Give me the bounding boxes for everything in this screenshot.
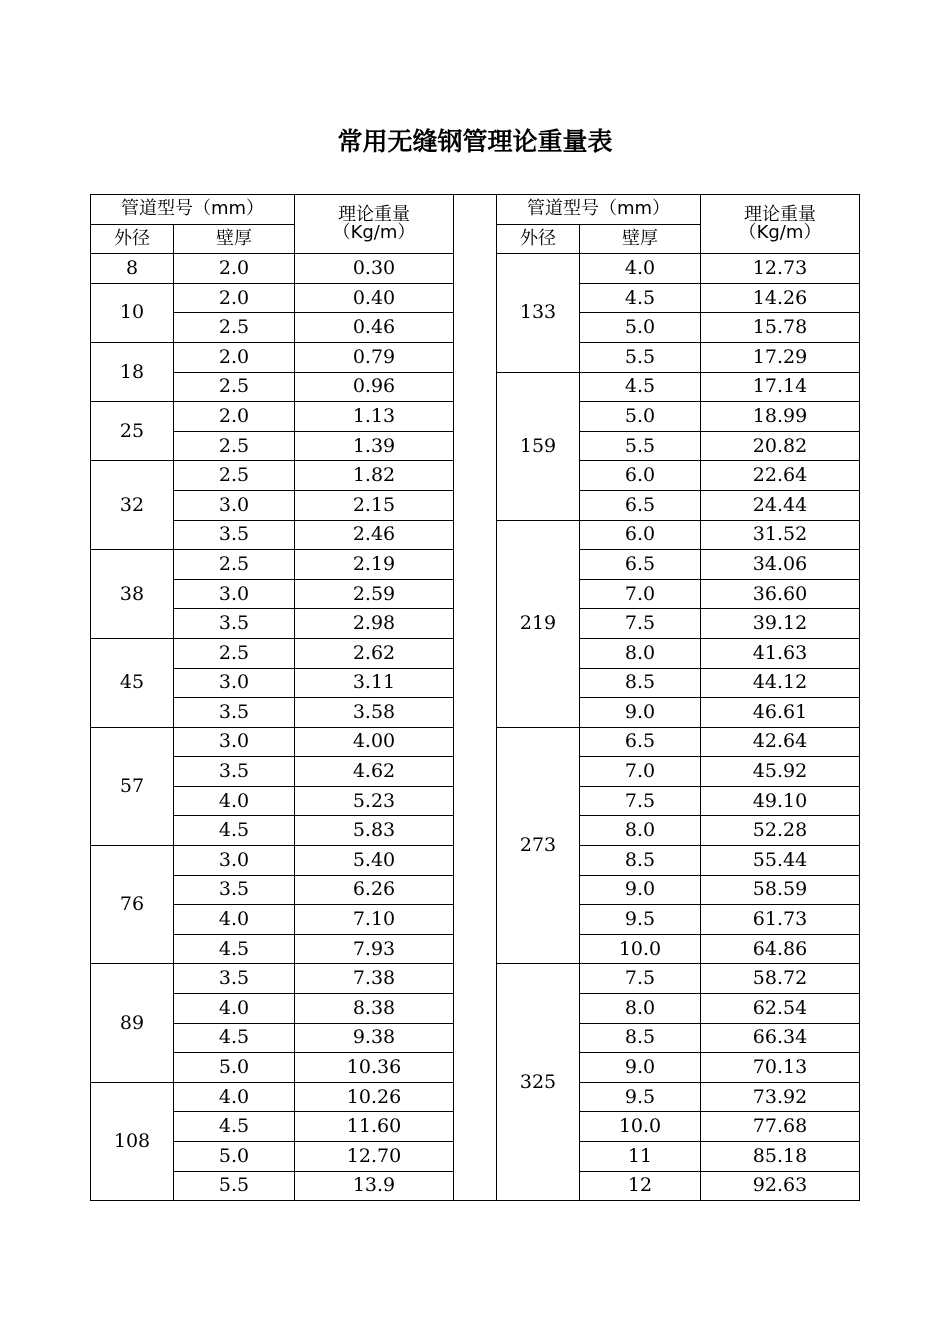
- wall-thickness-cell: 7.5: [580, 609, 701, 639]
- wall-thickness-cell: 5.5: [580, 431, 701, 461]
- wall-thickness-cell: 3.5: [174, 698, 295, 728]
- wall-thickness-cell: 2.0: [174, 283, 295, 313]
- theoretical-weight-cell: 73.92: [701, 1082, 860, 1112]
- wall-thickness-cell: 7.0: [580, 579, 701, 609]
- theoretical-weight-cell: 2.46: [295, 520, 454, 550]
- theoretical-weight-cell: 10.26: [295, 1082, 454, 1112]
- wall-thickness-cell: 3.0: [174, 579, 295, 609]
- header-weight-line1: 理论重量: [338, 204, 410, 226]
- wall-thickness-cell: 4.0: [174, 994, 295, 1024]
- outer-diameter-cell: 273: [497, 727, 580, 964]
- theoretical-weight-cell: 1.82: [295, 461, 454, 491]
- wall-thickness-cell: 9.0: [580, 875, 701, 905]
- outer-diameter-cell: 219: [497, 520, 580, 727]
- theoretical-weight-cell: 41.63: [701, 638, 860, 668]
- theoretical-weight-cell: 6.26: [295, 875, 454, 905]
- wall-thickness-cell: 8.0: [580, 816, 701, 846]
- wall-thickness-cell: 4.0: [174, 905, 295, 935]
- theoretical-weight-cell: 42.64: [701, 727, 860, 757]
- theoretical-weight-cell: 2.62: [295, 638, 454, 668]
- theoretical-weight-cell: 0.96: [295, 372, 454, 402]
- wall-thickness-cell: 6.0: [580, 520, 701, 550]
- theoretical-weight-cell: 9.38: [295, 1023, 454, 1053]
- header-group-left: 管道型号（mm）: [91, 195, 295, 225]
- wall-thickness-cell: 10.0: [580, 1112, 701, 1142]
- wall-thickness-cell: 9.0: [580, 698, 701, 728]
- header-outer-left: 外径: [91, 224, 174, 254]
- wall-thickness-cell: 6.5: [580, 727, 701, 757]
- wall-thickness-cell: 2.0: [174, 254, 295, 284]
- wall-thickness-cell: 2.5: [174, 313, 295, 343]
- wall-thickness-cell: 3.0: [174, 490, 295, 520]
- theoretical-weight-cell: 92.63: [701, 1171, 860, 1201]
- outer-diameter-cell: 25: [91, 402, 174, 461]
- wall-thickness-cell: 4.0: [174, 786, 295, 816]
- theoretical-weight-cell: 22.64: [701, 461, 860, 491]
- wall-thickness-cell: 4.5: [580, 372, 701, 402]
- wall-thickness-cell: 8.5: [580, 846, 701, 876]
- wall-thickness-cell: 4.5: [174, 934, 295, 964]
- header-weight-line2: （Kg/m）: [332, 222, 416, 244]
- header-wall-right: 壁厚: [580, 224, 701, 254]
- theoretical-weight-cell: 15.78: [701, 313, 860, 343]
- wall-thickness-cell: 3.5: [174, 520, 295, 550]
- wall-thickness-cell: 4.5: [174, 816, 295, 846]
- theoretical-weight-cell: 0.30: [295, 254, 454, 284]
- page-title: 常用无缝钢管理论重量表: [337, 127, 613, 156]
- theoretical-weight-cell: 45.92: [701, 757, 860, 787]
- header-weight-left: [295, 195, 454, 254]
- outer-diameter-cell: 133: [497, 254, 580, 372]
- theoretical-weight-cell: 44.12: [701, 668, 860, 698]
- theoretical-weight-cell: 62.54: [701, 994, 860, 1024]
- theoretical-weight-cell: 7.38: [295, 964, 454, 994]
- theoretical-weight-cell: 52.28: [701, 816, 860, 846]
- wall-thickness-cell: 8.5: [580, 668, 701, 698]
- pipe-weight-table: [90, 194, 860, 1201]
- wall-thickness-cell: 6.0: [580, 461, 701, 491]
- theoretical-weight-cell: 7.10: [295, 905, 454, 935]
- theoretical-weight-cell: 1.13: [295, 402, 454, 432]
- theoretical-weight-cell: 46.61: [701, 698, 860, 728]
- outer-diameter-cell: 57: [91, 727, 174, 845]
- outer-diameter-cell: 10: [91, 283, 174, 342]
- theoretical-weight-cell: 34.06: [701, 550, 860, 580]
- theoretical-weight-cell: 1.39: [295, 431, 454, 461]
- wall-thickness-cell: 4.5: [174, 1023, 295, 1053]
- theoretical-weight-cell: 64.86: [701, 934, 860, 964]
- wall-thickness-cell: 8.5: [580, 1023, 701, 1053]
- theoretical-weight-cell: 12.73: [701, 254, 860, 284]
- outer-diameter-cell: 159: [497, 372, 580, 520]
- theoretical-weight-cell: 0.40: [295, 283, 454, 313]
- outer-diameter-cell: 89: [91, 964, 174, 1082]
- theoretical-weight-cell: 0.46: [295, 313, 454, 343]
- wall-thickness-cell: 5.0: [174, 1142, 295, 1172]
- theoretical-weight-cell: 24.44: [701, 490, 860, 520]
- header-weight-line2: （Kg/m）: [738, 222, 822, 244]
- column-gap: [454, 195, 497, 1201]
- wall-thickness-cell: 2.0: [174, 402, 295, 432]
- theoretical-weight-cell: 2.15: [295, 490, 454, 520]
- theoretical-weight-cell: 2.19: [295, 550, 454, 580]
- theoretical-weight-cell: 58.72: [701, 964, 860, 994]
- wall-thickness-cell: 2.0: [174, 342, 295, 372]
- wall-thickness-cell: 9.5: [580, 1082, 701, 1112]
- theoretical-weight-cell: 36.60: [701, 579, 860, 609]
- wall-thickness-cell: 7.0: [580, 757, 701, 787]
- wall-thickness-cell: 5.5: [580, 342, 701, 372]
- theoretical-weight-cell: 85.18: [701, 1142, 860, 1172]
- theoretical-weight-cell: 18.99: [701, 402, 860, 432]
- wall-thickness-cell: 6.5: [580, 490, 701, 520]
- outer-diameter-cell: 108: [91, 1082, 174, 1200]
- wall-thickness-cell: 3.0: [174, 727, 295, 757]
- wall-thickness-cell: 7.5: [580, 786, 701, 816]
- wall-thickness-cell: 3.5: [174, 964, 295, 994]
- wall-thickness-cell: 2.5: [174, 431, 295, 461]
- theoretical-weight-cell: 58.59: [701, 875, 860, 905]
- theoretical-weight-cell: 77.68: [701, 1112, 860, 1142]
- theoretical-weight-cell: 5.23: [295, 786, 454, 816]
- theoretical-weight-cell: 7.93: [295, 934, 454, 964]
- theoretical-weight-cell: 12.70: [295, 1142, 454, 1172]
- table-body: [91, 195, 860, 1201]
- wall-thickness-cell: 5.0: [174, 1053, 295, 1083]
- theoretical-weight-cell: 61.73: [701, 905, 860, 935]
- theoretical-weight-cell: 14.26: [701, 283, 860, 313]
- wall-thickness-cell: 4.5: [580, 283, 701, 313]
- wall-thickness-cell: 2.5: [174, 550, 295, 580]
- outer-diameter-cell: 32: [91, 461, 174, 550]
- theoretical-weight-cell: 4.00: [295, 727, 454, 757]
- theoretical-weight-cell: 11.60: [295, 1112, 454, 1142]
- wall-thickness-cell: 4.0: [174, 1082, 295, 1112]
- theoretical-weight-cell: 31.52: [701, 520, 860, 550]
- wall-thickness-cell: 8.0: [580, 638, 701, 668]
- outer-diameter-cell: 18: [91, 342, 174, 401]
- wall-thickness-cell: 7.5: [580, 964, 701, 994]
- theoretical-weight-cell: 39.12: [701, 609, 860, 639]
- wall-thickness-cell: 11: [580, 1142, 701, 1172]
- header-outer-right: 外径: [497, 224, 580, 254]
- theoretical-weight-cell: 2.59: [295, 579, 454, 609]
- outer-diameter-cell: 45: [91, 638, 174, 727]
- theoretical-weight-cell: 3.11: [295, 668, 454, 698]
- wall-thickness-cell: 2.5: [174, 638, 295, 668]
- header-wall-left: 壁厚: [174, 224, 295, 254]
- wall-thickness-cell: 4.0: [580, 254, 701, 284]
- wall-thickness-cell: 10.0: [580, 934, 701, 964]
- wall-thickness-cell: 5.5: [174, 1171, 295, 1201]
- wall-thickness-cell: 5.0: [580, 313, 701, 343]
- theoretical-weight-cell: 4.62: [295, 757, 454, 787]
- theoretical-weight-cell: 66.34: [701, 1023, 860, 1053]
- wall-thickness-cell: 3.5: [174, 609, 295, 639]
- wall-thickness-cell: 3.0: [174, 668, 295, 698]
- theoretical-weight-cell: 70.13: [701, 1053, 860, 1083]
- outer-diameter-cell: 76: [91, 846, 174, 964]
- wall-thickness-cell: 9.5: [580, 905, 701, 935]
- wall-thickness-cell: 6.5: [580, 550, 701, 580]
- theoretical-weight-cell: 49.10: [701, 786, 860, 816]
- theoretical-weight-cell: 8.38: [295, 994, 454, 1024]
- wall-thickness-cell: 8.0: [580, 994, 701, 1024]
- header-weight-right: [701, 195, 860, 254]
- theoretical-weight-cell: 0.79: [295, 342, 454, 372]
- outer-diameter-cell: 8: [91, 254, 174, 284]
- wall-thickness-cell: 12: [580, 1171, 701, 1201]
- wall-thickness-cell: 2.5: [174, 372, 295, 402]
- theoretical-weight-cell: 10.36: [295, 1053, 454, 1083]
- wall-thickness-cell: 9.0: [580, 1053, 701, 1083]
- theoretical-weight-cell: 5.40: [295, 846, 454, 876]
- header-weight-line1: 理论重量: [744, 204, 816, 226]
- theoretical-weight-cell: 17.29: [701, 342, 860, 372]
- outer-diameter-cell: 38: [91, 550, 174, 639]
- theoretical-weight-cell: 5.83: [295, 816, 454, 846]
- wall-thickness-cell: 3.0: [174, 846, 295, 876]
- wall-thickness-cell: 3.5: [174, 875, 295, 905]
- wall-thickness-cell: 4.5: [174, 1112, 295, 1142]
- theoretical-weight-cell: 13.9: [295, 1171, 454, 1201]
- theoretical-weight-cell: 55.44: [701, 846, 860, 876]
- wall-thickness-cell: 5.0: [580, 402, 701, 432]
- outer-diameter-cell: 325: [497, 964, 580, 1201]
- header-row-1: [91, 195, 860, 225]
- theoretical-weight-cell: 20.82: [701, 431, 860, 461]
- theoretical-weight-cell: 2.98: [295, 609, 454, 639]
- wall-thickness-cell: 2.5: [174, 461, 295, 491]
- theoretical-weight-cell: 3.58: [295, 698, 454, 728]
- header-group-right: 管道型号（mm）: [497, 195, 701, 225]
- theoretical-weight-cell: 17.14: [701, 372, 860, 402]
- wall-thickness-cell: 3.5: [174, 757, 295, 787]
